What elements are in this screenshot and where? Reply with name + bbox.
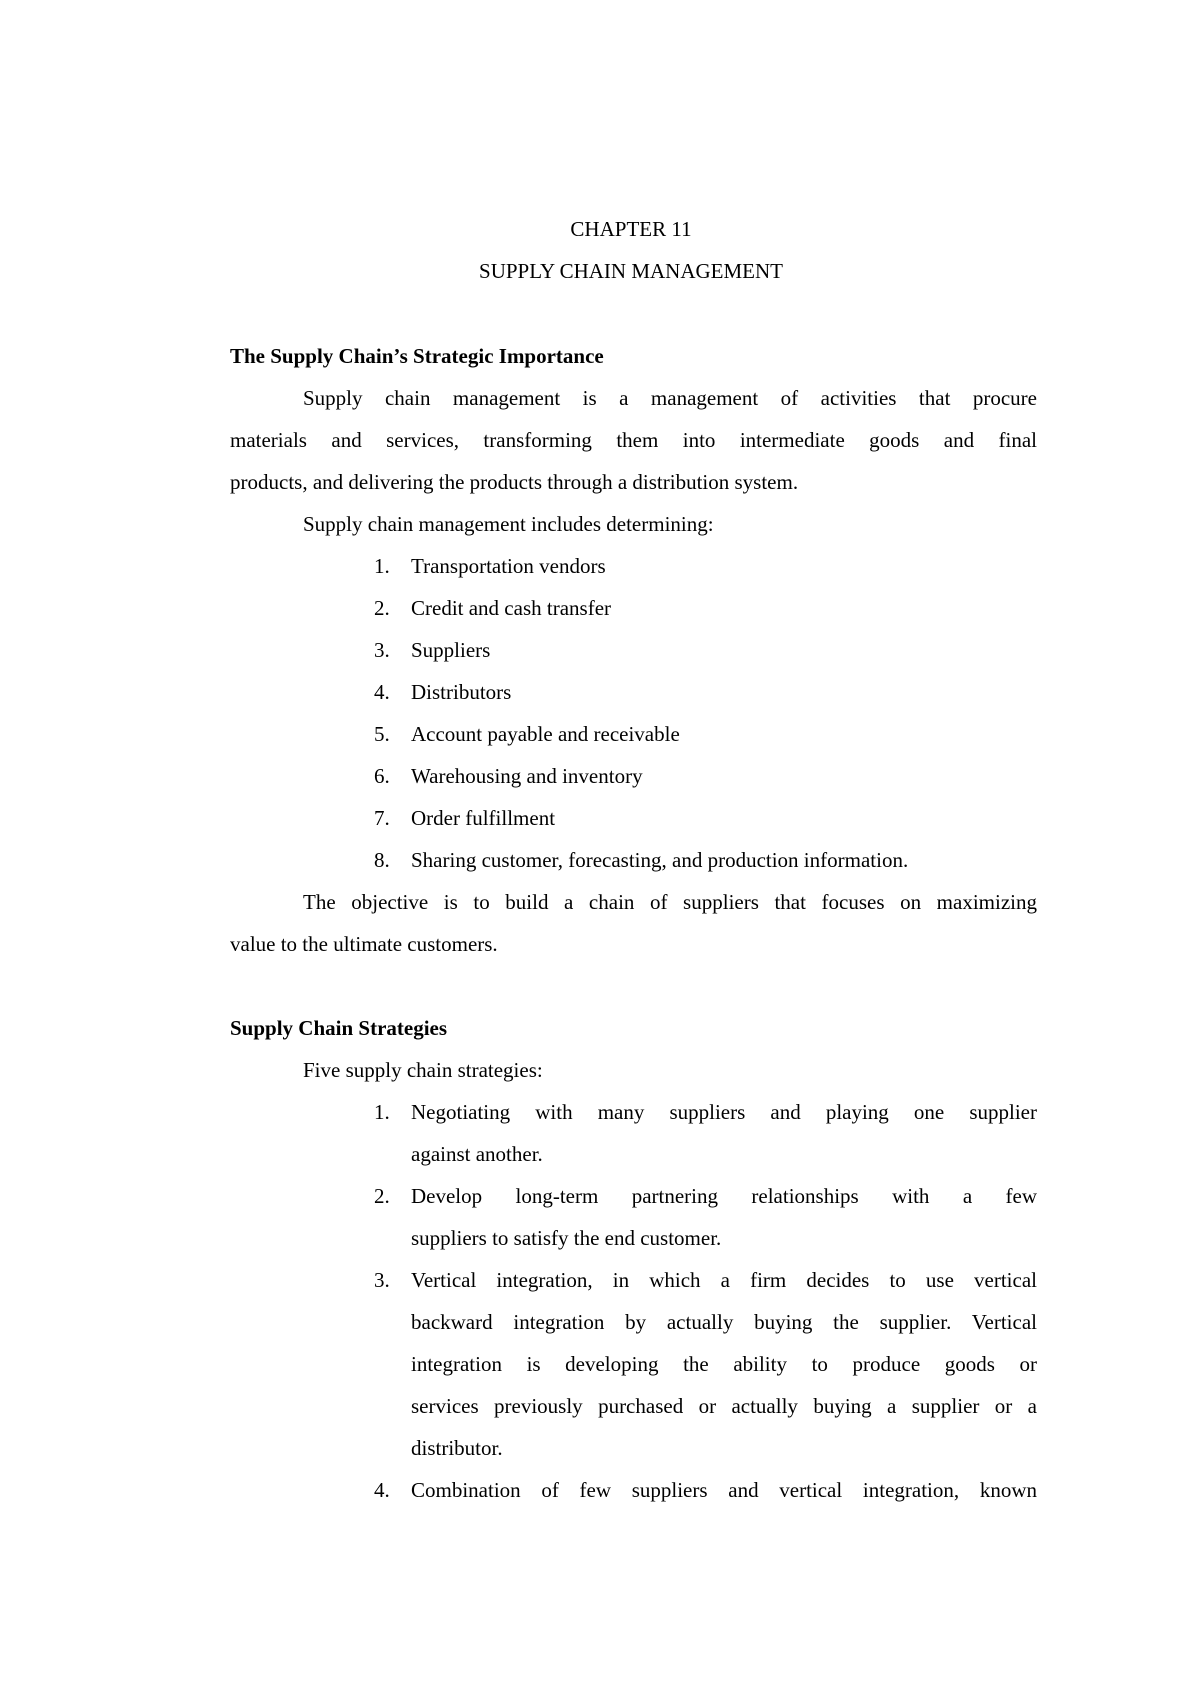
- paragraph-line: value to the ultimate customers.: [230, 932, 498, 956]
- list-item: Sharing customer, forecasting, and production information.: [411, 848, 909, 872]
- list-item-number: 4.: [374, 1478, 390, 1502]
- list-item-line: suppliers to satisfy the end customer.: [411, 1226, 722, 1250]
- list-item-number: 2.: [374, 1184, 390, 1208]
- list-item-number: 3.: [374, 638, 390, 662]
- list-item-number: 7.: [374, 806, 390, 830]
- list-intro: Supply chain management includes determining:: [303, 512, 714, 536]
- list-item-number: 5.: [374, 722, 390, 746]
- list-item: Suppliers: [411, 638, 491, 662]
- list-item-line: Combination of few suppliers and vertical integration, known: [411, 1478, 1037, 1502]
- list-item: Distributors: [411, 680, 512, 704]
- list-item: Warehousing and inventory: [411, 764, 643, 788]
- paragraph-line: The objective is to build a chain of suppliers that focuses on maximizing: [303, 890, 1037, 914]
- list-item-number: 1.: [374, 554, 390, 578]
- list-item-line: backward integration by actually buying the supplier. Vertical: [411, 1310, 1037, 1334]
- list-item-line: integration is developing the ability to produce goods or: [411, 1352, 1037, 1376]
- paragraph-line: materials and services, transforming them into intermediate goods and final: [230, 428, 1037, 452]
- list-intro: Five supply chain strategies:: [303, 1058, 543, 1082]
- paragraph-line: products, and delivering the products through a distribution system.: [230, 470, 799, 494]
- chapter-title: SUPPLY CHAIN MANAGEMENT: [479, 259, 783, 283]
- list-item-number: 1.: [374, 1100, 390, 1124]
- list-item: Account payable and receivable: [411, 722, 680, 746]
- list-item-number: 6.: [374, 764, 390, 788]
- section-heading-strategies: Supply Chain Strategies: [230, 1016, 448, 1040]
- list-item-number: 3.: [374, 1268, 390, 1292]
- chapter-number: CHAPTER 11: [570, 217, 692, 241]
- list-item-line: Vertical integration, in which a firm decides to use vertical: [411, 1268, 1037, 1292]
- list-item-line: services previously purchased or actually buying a supplier or a: [411, 1394, 1037, 1418]
- list-item-line: against another.: [411, 1142, 543, 1166]
- list-item: Transportation vendors: [411, 554, 606, 578]
- list-item-number: 4.: [374, 680, 390, 704]
- list-item: Credit and cash transfer: [411, 596, 612, 620]
- paragraph-line: Supply chain management is a management of activities that procure: [303, 386, 1037, 410]
- list-item-line: distributor.: [411, 1436, 503, 1460]
- list-item-line: Negotiating with many suppliers and playing one supplier: [411, 1100, 1037, 1124]
- section-heading-strategic-importance: The Supply Chain’s Strategic Importance: [230, 344, 604, 368]
- list-item: Order fulfillment: [411, 806, 556, 830]
- list-item-number: 2.: [374, 596, 390, 620]
- list-item-number: 8.: [374, 848, 390, 872]
- list-item-line: Develop long-term partnering relationships with a few: [411, 1184, 1037, 1208]
